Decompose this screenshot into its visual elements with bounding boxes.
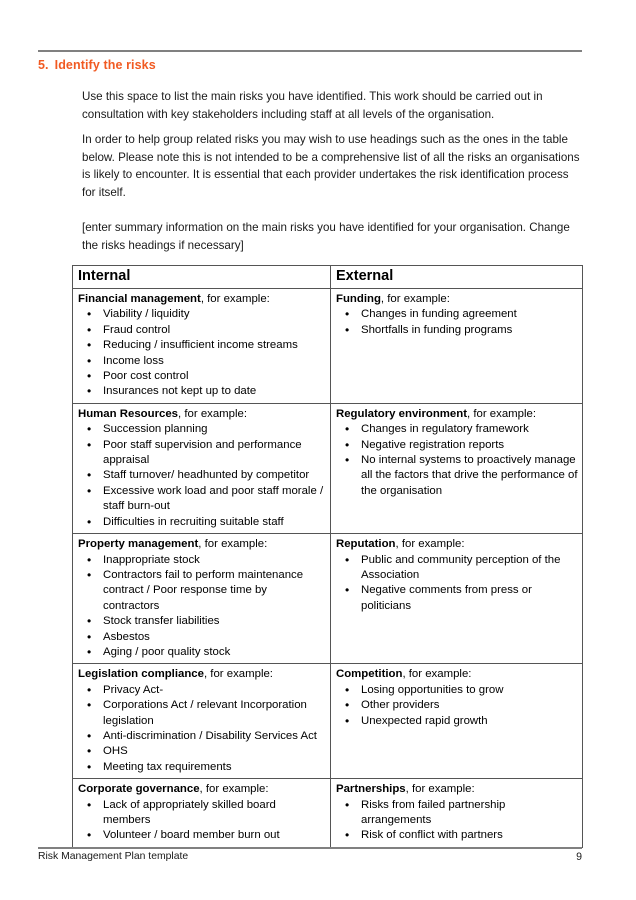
risk-item: • Asbestos [78, 630, 326, 645]
risk-item-list [78, 307, 326, 399]
risk-item: • Poor staff supervision and performance appraisal [78, 438, 326, 469]
risk-category-label: Property management, for example: [78, 538, 268, 551]
risk-item: • Viability / liquidity [78, 307, 326, 322]
risk-item: • Losing opportunities to grow [336, 683, 578, 698]
table-header-row [73, 266, 583, 289]
risk-category-label: Financial management, for example: [78, 293, 270, 305]
risk-category-label: Reputation, for example: [336, 538, 465, 551]
risk-item: • Poor cost control [78, 369, 326, 384]
risk-item-list [336, 307, 578, 338]
risk-category-name: Legislation compliance [78, 668, 204, 681]
footer-document-name: Risk Management Plan template [38, 851, 189, 862]
risk-item: • Public and community perception of the Association [336, 553, 578, 584]
table-row [73, 289, 583, 404]
risk-category-name: Funding [336, 293, 381, 305]
risk-item: • Changes in regulatory framework [336, 422, 578, 437]
risk-category-label: Partnerships, for example: [336, 783, 475, 796]
risk-item: • Meeting tax requirements [78, 760, 326, 775]
risk-item: • Volunteer / board member burn out [78, 828, 326, 843]
table-row [73, 534, 583, 664]
risk-item: • Excessive work load and poor staff morale / staff burn-out [78, 484, 326, 515]
risk-item: • Difficulties in recruiting suitable staff [78, 515, 326, 530]
risk-category-label: Legislation compliance, for example: [78, 668, 273, 681]
risk-item: • Changes in funding agreement [336, 307, 578, 322]
risk-item: • No internal systems to proactively manage all the factors that drive the performance of the organisation [336, 453, 578, 499]
risk-cell-internal [73, 534, 331, 664]
risk-category-name: Property management [78, 538, 199, 551]
risk-cell-external [331, 664, 583, 779]
risk-item: • Lack of appropriately skilled board members [78, 798, 326, 829]
risk-item: • Risk of conflict with partners [336, 828, 578, 843]
risk-item-list [336, 553, 578, 615]
risk-item: • Succession planning [78, 422, 326, 437]
risk-category-label: Funding, for example: [336, 293, 450, 305]
risk-item-list [336, 683, 578, 729]
risk-table [72, 265, 583, 848]
risk-category-name: Corporate governance [78, 783, 200, 796]
risk-item: • Corporations Act / relevant Incorporation legislation [78, 698, 326, 729]
risk-item: • Negative comments from press or politicians [336, 583, 578, 614]
risk-item: • Inappropriate stock [78, 553, 326, 568]
risk-item-list [78, 798, 326, 844]
risk-cell-external [331, 779, 583, 848]
risk-item: • Other providers [336, 698, 578, 713]
intro-paragraph-1: Use this space to list the main risks you have identified. This work should be carried out in consultation with key stakeholders including staff at all levels of the organisation. [82, 90, 543, 121]
risk-item-list [336, 422, 578, 499]
risk-item: • Contractors fail to perform maintenance contract / Poor response time by contractors [78, 568, 326, 614]
risk-cell-internal [73, 289, 331, 404]
footer-divider [38, 847, 582, 849]
risk-cell-external [331, 289, 583, 404]
table-row [73, 779, 583, 848]
risk-item: • Anti-discrimination / Disability Services Act [78, 729, 326, 744]
footer-page-number: 9 [576, 851, 582, 863]
header-divider [38, 50, 582, 52]
risk-item: • Aging / poor quality stock [78, 645, 326, 660]
risk-cell-internal [73, 664, 331, 779]
instruction-paragraph: [enter summary information on the main risks you have identified for your organisation. Change the risks headings if necessary] [82, 221, 570, 252]
column-header-internal: Internal [73, 266, 331, 289]
table-row [73, 664, 583, 779]
risk-item: • Unexpected rapid growth [336, 714, 578, 729]
section-number: 5. [38, 58, 49, 72]
section-title: Identify the risks [54, 58, 156, 72]
risk-category-label: Corporate governance, for example: [78, 783, 269, 796]
column-header-external: External [331, 266, 583, 289]
risk-cell-internal [73, 779, 331, 848]
risk-category-name: Partnerships [336, 783, 406, 796]
risk-cell-internal [73, 403, 331, 533]
risk-item-list [78, 422, 326, 530]
risk-category-name: Reputation [336, 538, 396, 551]
risk-category-label: Competition, for example: [336, 668, 472, 681]
risk-item: • Privacy Act- [78, 683, 326, 698]
page-title [38, 58, 156, 72]
risk-category-name: Financial management [78, 293, 201, 305]
risk-category-name: Competition [336, 668, 403, 681]
risk-item-list [336, 798, 578, 844]
risk-item: • Insurances not kept up to date [78, 384, 326, 399]
risk-item: • OHS [78, 744, 326, 759]
table-row [73, 403, 583, 533]
risk-cell-external [331, 403, 583, 533]
risk-cell-external [331, 534, 583, 664]
risk-item: • Negative registration reports [336, 438, 578, 453]
risk-item: • Risks from failed partnership arrangements [336, 798, 578, 829]
risk-item: • Stock transfer liabilities [78, 614, 326, 629]
risk-item: • Fraud control [78, 323, 326, 338]
risk-category-name: Regulatory environment [336, 407, 468, 420]
risk-item: • Reducing / insufficient income streams [78, 338, 326, 353]
risk-item-list [78, 553, 326, 661]
risk-category-label: Regulatory environment, for example: [336, 407, 537, 420]
risk-category-label: Human Resources, for example: [78, 407, 248, 420]
risk-item-list [78, 683, 326, 775]
risk-category-name: Human Resources [78, 407, 179, 420]
intro-paragraph-2: In order to help group related risks you may wish to use headings such as the ones in the table below. Please note this is not intended to be a comprehensive list of all the risks an organisations is likely to encounter. It is essential that each provider undertakes the risk identification process for itself. [82, 133, 580, 199]
risk-item: • Shortfalls in funding programs [336, 323, 578, 338]
risk-item: • Staff turnover/ headhunted by competitor [78, 468, 326, 483]
risk-item: • Income loss [78, 354, 326, 369]
